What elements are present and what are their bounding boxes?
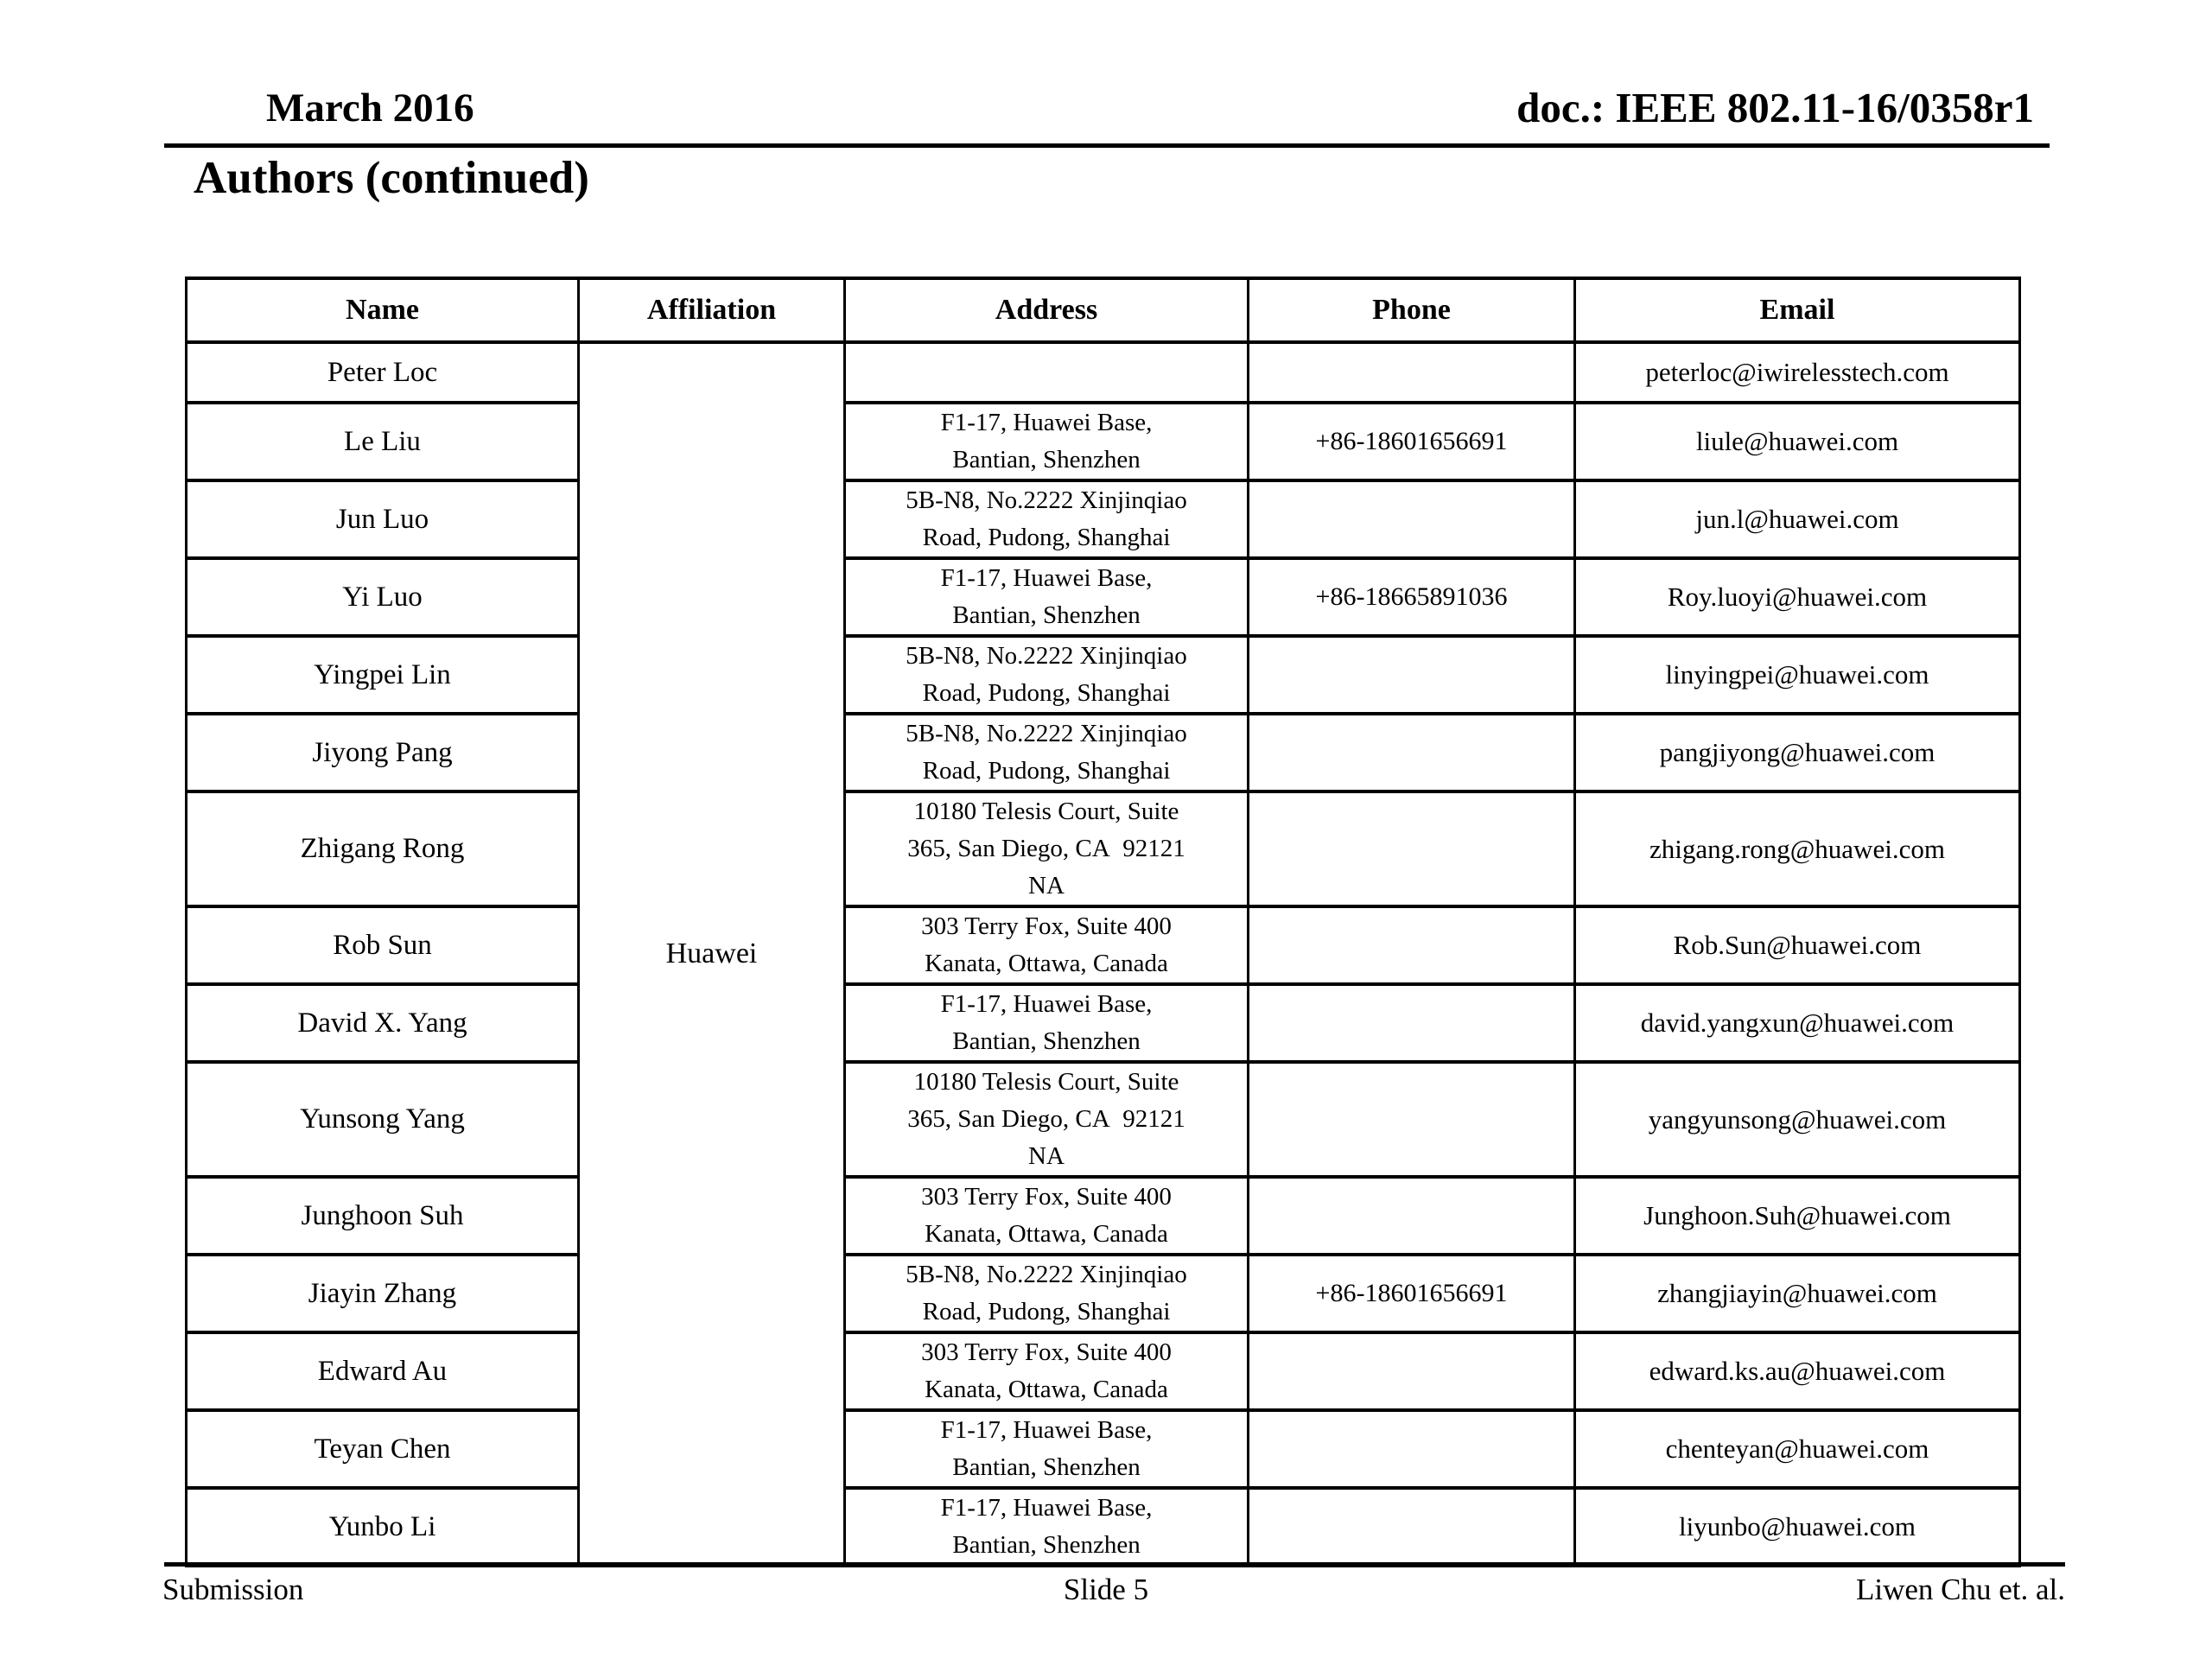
- address-line: 5B-N8, No.2222 Xinjinqiao: [906, 1261, 1187, 1288]
- address-line: Kanata, Ottawa, Canada: [925, 1376, 1168, 1403]
- author-name: Edward Au: [187, 1332, 579, 1410]
- author-name: Yunsong Yang: [187, 1062, 579, 1177]
- author-name: Zhigang Rong: [187, 791, 579, 906]
- address-line: Kanata, Ottawa, Canada: [925, 1220, 1168, 1248]
- address-line: 303 Terry Fox, Suite 400: [921, 912, 1172, 940]
- header-doc-number: doc.: IEEE 802.11-16/0358r1: [1516, 84, 2034, 131]
- author-address: [845, 636, 1249, 714]
- table-row: [187, 1410, 2020, 1488]
- table-row: [187, 1255, 2020, 1332]
- author-phone: +86-18601656691: [1249, 403, 1575, 480]
- table-row: [187, 1062, 2020, 1177]
- author-email: chenteyan@huawei.com: [1575, 1410, 2020, 1488]
- author-email: Rob.Sun@huawei.com: [1575, 906, 2020, 984]
- author-address: [845, 1332, 1249, 1410]
- address-line: 365, San Diego, CA 92121: [907, 835, 1185, 862]
- address-line: 5B-N8, No.2222 Xinjinqiao: [906, 486, 1187, 514]
- author-name: David X. Yang: [187, 984, 579, 1062]
- table-row: [187, 1177, 2020, 1255]
- author-name: Jiyong Pang: [187, 714, 579, 791]
- author-email: peterloc@iwirelesstech.com: [1575, 342, 2020, 403]
- author-address: [845, 906, 1249, 984]
- address-line: Bantian, Shenzhen: [952, 601, 1141, 629]
- author-address: [845, 342, 1249, 403]
- address-line: Bantian, Shenzhen: [952, 1531, 1141, 1559]
- address-line: NA: [1028, 1142, 1065, 1170]
- affiliation-cell: Huawei: [579, 342, 845, 1566]
- authors-table: [185, 276, 2021, 1567]
- author-name: Jun Luo: [187, 480, 579, 558]
- author-phone: +86-18665891036: [1249, 558, 1575, 636]
- author-address: [845, 984, 1249, 1062]
- page-title: Authors (continued): [194, 153, 589, 203]
- address-line: Road, Pudong, Shanghai: [922, 524, 1171, 551]
- author-phone: +86-18601656691: [1249, 1255, 1575, 1332]
- author-email: liule@huawei.com: [1575, 403, 2020, 480]
- table-row: [187, 558, 2020, 636]
- address-line: F1-17, Huawei Base,: [940, 990, 1153, 1018]
- author-address: [845, 1177, 1249, 1255]
- author-email: pangjiyong@huawei.com: [1575, 714, 2020, 791]
- address-line: Road, Pudong, Shanghai: [922, 679, 1171, 707]
- author-email: liyunbo@huawei.com: [1575, 1488, 2020, 1566]
- author-email: jun.l@huawei.com: [1575, 480, 2020, 558]
- author-email: david.yangxun@huawei.com: [1575, 984, 2020, 1062]
- author-email: Roy.luoyi@huawei.com: [1575, 558, 2020, 636]
- author-address: [845, 1410, 1249, 1488]
- author-address: [845, 791, 1249, 906]
- table-row: [187, 342, 2020, 403]
- address-line: Bantian, Shenzhen: [952, 1027, 1141, 1055]
- author-name: Jiayin Zhang: [187, 1255, 579, 1332]
- address-line: 10180 Telesis Court, Suite: [913, 798, 1179, 825]
- author-name: Yi Luo: [187, 558, 579, 636]
- author-phone: [1249, 480, 1575, 558]
- author-name: Peter Loc: [187, 342, 579, 403]
- footer-author: Liwen Chu et. al.: [1855, 1573, 2065, 1606]
- address-line: 303 Terry Fox, Suite 400: [921, 1183, 1172, 1211]
- address-line: 365, San Diego, CA 92121: [907, 1105, 1185, 1133]
- author-phone: [1249, 636, 1575, 714]
- header-date: March 2016: [266, 86, 474, 130]
- address-line: F1-17, Huawei Base,: [940, 564, 1153, 592]
- column-header-address: Address: [845, 278, 1249, 342]
- address-line: Road, Pudong, Shanghai: [922, 757, 1171, 785]
- author-email: zhangjiayin@huawei.com: [1575, 1255, 2020, 1332]
- table-row: [187, 403, 2020, 480]
- table-row: [187, 714, 2020, 791]
- author-phone: [1249, 714, 1575, 791]
- author-address: [845, 1488, 1249, 1566]
- author-address: [845, 403, 1249, 480]
- author-phone: [1249, 1410, 1575, 1488]
- author-name: Rob Sun: [187, 906, 579, 984]
- author-address: [845, 1062, 1249, 1177]
- footer-submission: Submission: [162, 1573, 304, 1606]
- address-line: Road, Pudong, Shanghai: [922, 1298, 1171, 1325]
- table-row: [187, 1332, 2020, 1410]
- table-row: [187, 906, 2020, 984]
- address-line: Bantian, Shenzhen: [952, 1453, 1141, 1481]
- author-address: [845, 714, 1249, 791]
- address-line: NA: [1028, 872, 1065, 899]
- author-name: Le Liu: [187, 403, 579, 480]
- author-phone: [1249, 984, 1575, 1062]
- table-row: [187, 791, 2020, 906]
- header-rule: [164, 143, 2050, 148]
- address-line: F1-17, Huawei Base,: [940, 1494, 1153, 1522]
- author-name: Yingpei Lin: [187, 636, 579, 714]
- author-email: linyingpei@huawei.com: [1575, 636, 2020, 714]
- footer-slide-number: Slide 5: [1063, 1573, 1149, 1606]
- table-row: [187, 636, 2020, 714]
- author-email: yangyunsong@huawei.com: [1575, 1062, 2020, 1177]
- footer-rule: [164, 1562, 2065, 1567]
- author-email: zhigang.rong@huawei.com: [1575, 791, 2020, 906]
- author-phone: [1249, 1488, 1575, 1566]
- author-phone: [1249, 1332, 1575, 1410]
- address-line: 10180 Telesis Court, Suite: [913, 1068, 1179, 1096]
- author-email: Junghoon.Suh@huawei.com: [1575, 1177, 2020, 1255]
- author-phone: [1249, 1062, 1575, 1177]
- table-row: [187, 984, 2020, 1062]
- address-line: Kanata, Ottawa, Canada: [925, 950, 1168, 977]
- address-line: 5B-N8, No.2222 Xinjinqiao: [906, 720, 1187, 747]
- table-row: [187, 480, 2020, 558]
- column-header-email: Email: [1575, 278, 2020, 342]
- address-line: F1-17, Huawei Base,: [940, 1416, 1153, 1444]
- author-phone: [1249, 342, 1575, 403]
- author-address: [845, 558, 1249, 636]
- author-phone: [1249, 1177, 1575, 1255]
- table-row: [187, 1488, 2020, 1566]
- author-address: [845, 480, 1249, 558]
- author-phone: [1249, 906, 1575, 984]
- table-header-row: [187, 278, 2020, 342]
- column-header-affiliation: Affiliation: [579, 278, 845, 342]
- column-header-name: Name: [187, 278, 579, 342]
- address-line: 5B-N8, No.2222 Xinjinqiao: [906, 642, 1187, 670]
- author-name: Teyan Chen: [187, 1410, 579, 1488]
- column-header-phone: Phone: [1249, 278, 1575, 342]
- author-address: [845, 1255, 1249, 1332]
- author-name: Junghoon Suh: [187, 1177, 579, 1255]
- author-phone: [1249, 791, 1575, 906]
- address-line: F1-17, Huawei Base,: [940, 409, 1153, 436]
- author-email: edward.ks.au@huawei.com: [1575, 1332, 2020, 1410]
- address-line: Bantian, Shenzhen: [952, 446, 1141, 474]
- address-line: 303 Terry Fox, Suite 400: [921, 1338, 1172, 1366]
- author-name: Yunbo Li: [187, 1488, 579, 1566]
